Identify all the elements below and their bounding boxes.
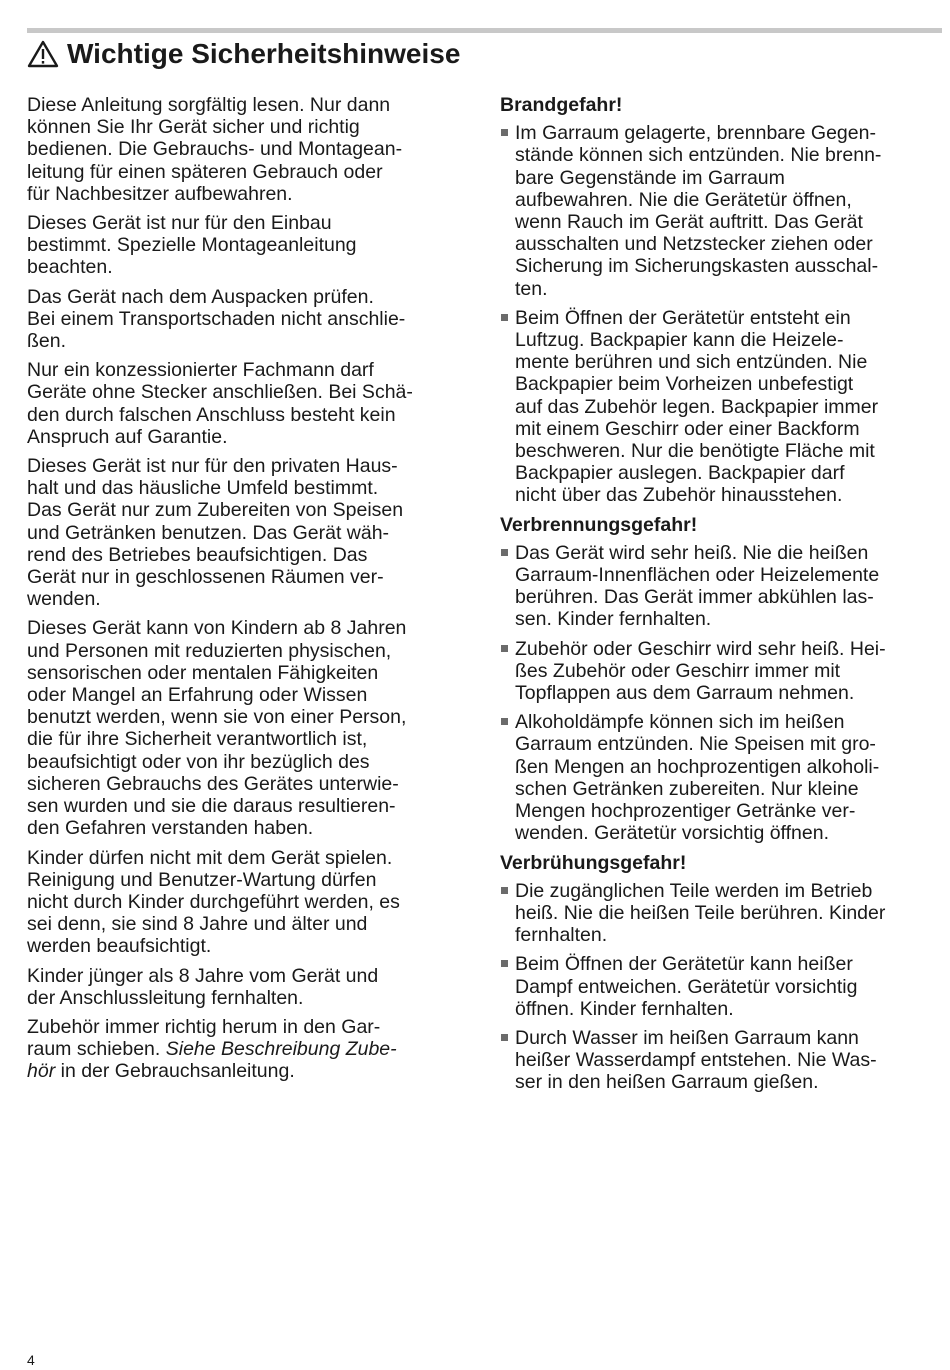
paragraph-read-instructions: Diese Anleitung sorgfältig lesen. Nur dann können Sie Ihr Gerät sicher und richtig bedienen. Die Gebrauchs- und Montagean- leitung für einen späteren Gebrauch oder für Nachbesitzer aufbewahren. — [27, 94, 403, 205]
accessories-text-part1: Zubehör immer richtig herum in den Gar- raum schieben. — [27, 1015, 381, 1061]
page-title-text: Wichtige Sicherheitshinweise — [67, 38, 461, 69]
section-heading-scald: Verbrühungsgefahr! — [500, 851, 687, 874]
bullet-square-icon — [501, 314, 508, 321]
bullet-square-icon — [501, 129, 508, 136]
bullet-text: Alkoholdämpfe können sich im heißen Garraum entzünden. Nie Speisen mit gro- ßen Mengen an hochprozentigen alkoholi- schen Getränken zubereiten. Nur kleine Mengen hochprozentiger Getränke ver- wenden. Gerätetür vorsichtig öffnen. — [515, 711, 880, 845]
page-number: 4 — [27, 1352, 35, 1368]
list-item — [500, 953, 945, 1020]
list-item — [500, 307, 945, 507]
bullet-text: Das Gerät wird sehr heiß. Nie die heißen Garraum-Innenflächen oder Heizelemente berühren. Das Gerät immer abkühlen las- sen. Kinder fernhalten. — [515, 541, 880, 631]
bullet-text: Im Garraum gelagerte, brennbare Gegen- stände können sich entzünden. Nie brenn- bare Gegenstände im Garraum aufbewahren. Nie die Gerätetür öffnen, wenn Rauch im Gerät auftritt. Das Gerät ausschalten und Netzstecker ziehen oder Sicherung im Sicherungskasten ausschal- ten. — [515, 122, 882, 300]
list-item — [500, 880, 945, 947]
bullet-square-icon — [501, 645, 508, 652]
list-item — [500, 122, 945, 300]
bullet-square-icon — [501, 1034, 508, 1041]
warning-triangle-icon — [27, 40, 59, 68]
bullet-text: Durch Wasser im heißen Garraum kann heißer Wasserdampf entstehen. Nie Was- ser in den heißen Garraum gießen. — [515, 1026, 877, 1094]
bullet-text: Beim Öffnen der Gerätetür kann heißer Dampf entweichen. Gerätetür vorsichtig öffnen. Kinder fernhalten. — [515, 953, 858, 1020]
bullet-text: Beim Öffnen der Gerätetür entsteht ein Luftzug. Backpapier kann die Heizele- mente berühren und sich entzünden. Nie Backpapier beim Vorheizen unbefestigt auf das Zubehör legen. Backpapier immer mit einem Geschirr oder einer Backform beschweren. Nur die benötigte Fläche mit Backpapier auslegen. Backpapier darf nicht über das Zubehör hinausstehen. — [515, 306, 879, 507]
paragraph-built-in-only: Dieses Gerät ist nur für den Einbau bestimmt. Spezielle Montageanleitung beachten. — [27, 212, 357, 279]
bullet-text: Die zugänglichen Teile werden im Betrieb heiß. Nie die heißen Teile berühren. Kinder fernhalten. — [515, 879, 886, 947]
top-rule — [27, 28, 942, 33]
paragraph-licensed-technician: Nur ein konzessionierter Fachmann darf Geräte ohne Stecker anschließen. Bei Schä- den durch falschen Anschluss besteht kein Anspruch auf Garantie. — [27, 359, 413, 448]
paragraph-private-household: Dieses Gerät ist nur für den privaten Haus- halt und das häusliche Umfeld bestimmt. Das Gerät nur zum Zubereiten von Speisen und Getränken benutzen. Das Gerät wäh- rend des Betriebes beaufsichtigen. Das Gerät nur in geschlossenen Räumen ver- wenden. — [27, 455, 404, 611]
bullet-square-icon — [501, 718, 508, 725]
right-column — [500, 94, 945, 1101]
section-heading-fire: Brandgefahr! — [500, 94, 623, 116]
list-item — [500, 542, 945, 631]
paragraph-children-from-8: Dieses Gerät kann von Kindern ab 8 Jahren und Personen mit reduzierten physischen, sensorischen oder mentalen Fähigkeiten oder Mangel an Erfahrung oder Wissen benutzt werden, wenn sie von einer Person, die für ihre Sicherheit verantwortlich ist, beaufsichtigt oder von ihr bezüglich des sicheren Gebrauchs des Gerätes unterwie- sen wurden und sie die daraus resultieren- den Gefahren verstanden haben. — [27, 617, 407, 840]
accessories-text-part2: in der Gebrauchsanleitung. — [55, 1060, 295, 1083]
accessories-italic-reference: Siehe Beschreibung Zube- hör — [27, 1038, 397, 1083]
bullet-square-icon — [501, 887, 508, 894]
paragraph-accessories — [27, 1016, 475, 1083]
left-column — [27, 94, 475, 1090]
bullet-square-icon — [501, 960, 508, 967]
paragraph-children-no-play: Kinder dürfen nicht mit dem Gerät spielen. Reinigung und Benutzer-Wartung dürfen nicht durch Kinder durchgeführt werden, es sei denn, sie sind 8 Jahre und älter und werden beaufsichtigt. — [27, 846, 400, 958]
list-item — [500, 1027, 945, 1094]
list-item — [500, 638, 945, 705]
bullet-square-icon — [501, 549, 508, 556]
section-heading-burn: Verbrennungsgefahr! — [500, 513, 698, 536]
list-item — [500, 711, 945, 844]
paragraph-children-under-8: Kinder jünger als 8 Jahre vom Gerät und der Anschlussleitung fernhalten. — [27, 964, 379, 1009]
bullet-text: Zubehör oder Geschirr wird sehr heiß. Hei- ßes Zubehör oder Geschirr immer mit Topflappen aus dem Garraum nehmen. — [515, 637, 886, 705]
page-title — [27, 36, 460, 72]
paragraph-check-after-unpacking: Das Gerät nach dem Auspacken prüfen. Bei einem Transportschaden nicht anschlie- ßen. — [27, 285, 406, 353]
